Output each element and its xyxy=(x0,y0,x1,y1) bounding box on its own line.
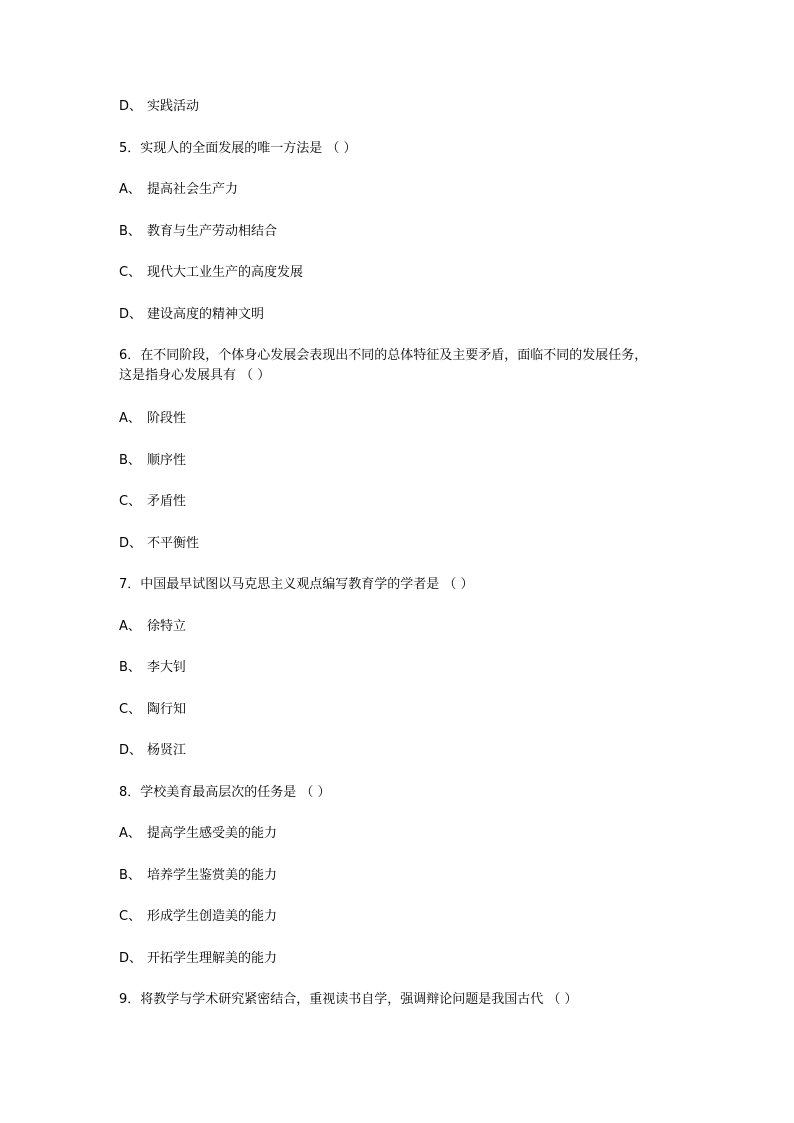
question-line xyxy=(119,139,357,159)
option-letter: A、 xyxy=(119,182,141,197)
question-text: 5．实现人的全面发展的唯一方法是 （ ） xyxy=(119,141,357,156)
option-text: 徐特立 xyxy=(147,619,187,634)
question-line xyxy=(119,575,474,595)
option-letter: C、 xyxy=(119,265,142,280)
option-text: 陶行知 xyxy=(147,702,187,717)
question-line xyxy=(119,366,270,386)
option-text: 建设高度的精神文明 xyxy=(147,307,265,322)
option-text: 矛盾性 xyxy=(147,494,187,509)
question-line xyxy=(119,346,647,366)
option-letter: D、 xyxy=(119,951,143,966)
option-text: 阶段性 xyxy=(147,411,187,426)
question-text: 这是指身心发展具有 （ ） xyxy=(119,368,271,383)
option-line xyxy=(119,907,277,927)
option-line xyxy=(119,741,186,761)
question-text: 8．学校美育最高层次的任务是 （ ） xyxy=(119,785,331,800)
option-letter: B、 xyxy=(119,868,141,883)
option-line xyxy=(119,305,264,325)
option-letter: D、 xyxy=(119,99,143,114)
question-text: 9．将教学与学术研究紧密结合，重视读书自学，强调辩论问题是我国古代 （ ） xyxy=(119,992,578,1007)
option-text: 提高社会生产力 xyxy=(147,182,239,197)
option-letter: A、 xyxy=(119,619,141,634)
question-line xyxy=(119,990,578,1010)
option-text: 实践活动 xyxy=(147,99,200,114)
option-line xyxy=(119,492,186,512)
option-letter: A、 xyxy=(119,411,141,426)
option-letter: D、 xyxy=(119,536,143,551)
option-letter: B、 xyxy=(119,224,141,239)
option-letter: C、 xyxy=(119,909,142,924)
option-text: 培养学生鉴赏美的能力 xyxy=(147,868,278,883)
option-text: 不平衡性 xyxy=(147,536,200,551)
option-line xyxy=(119,263,303,283)
option-letter: D、 xyxy=(119,743,143,758)
option-text: 提高学生感受美的能力 xyxy=(147,826,278,841)
option-text: 李大钊 xyxy=(147,660,187,675)
option-letter: A、 xyxy=(119,826,141,841)
option-line xyxy=(119,534,199,554)
option-line xyxy=(119,866,277,886)
question-text: 6．在不同阶段，个体身心发展会表现出不同的总体特征及主要矛盾，面临不同的发展任务， xyxy=(119,348,648,363)
option-text: 开拓学生理解美的能力 xyxy=(147,951,278,966)
option-letter: C、 xyxy=(119,494,142,509)
option-text: 顺序性 xyxy=(147,453,187,468)
option-text: 形成学生创造美的能力 xyxy=(147,909,278,924)
option-line xyxy=(119,617,186,637)
option-line xyxy=(119,180,238,200)
option-text: 杨贤江 xyxy=(147,743,187,758)
option-letter: B、 xyxy=(119,660,141,675)
option-line xyxy=(119,451,186,471)
option-text: 现代大工业生产的高度发展 xyxy=(147,265,304,280)
option-line xyxy=(119,222,277,242)
option-line xyxy=(119,97,199,117)
option-line xyxy=(119,409,186,429)
option-line xyxy=(119,700,186,720)
option-line xyxy=(119,949,277,969)
option-line xyxy=(119,824,277,844)
option-letter: C、 xyxy=(119,702,142,717)
option-letter: D、 xyxy=(119,307,143,322)
option-text: 教育与生产劳动相结合 xyxy=(147,224,278,239)
question-text: 7．中国最早试图以马克思主义观点编写教育学的学者是 （ ） xyxy=(119,577,474,592)
option-letter: B、 xyxy=(119,453,141,468)
option-line xyxy=(119,658,186,678)
question-line xyxy=(119,783,331,803)
